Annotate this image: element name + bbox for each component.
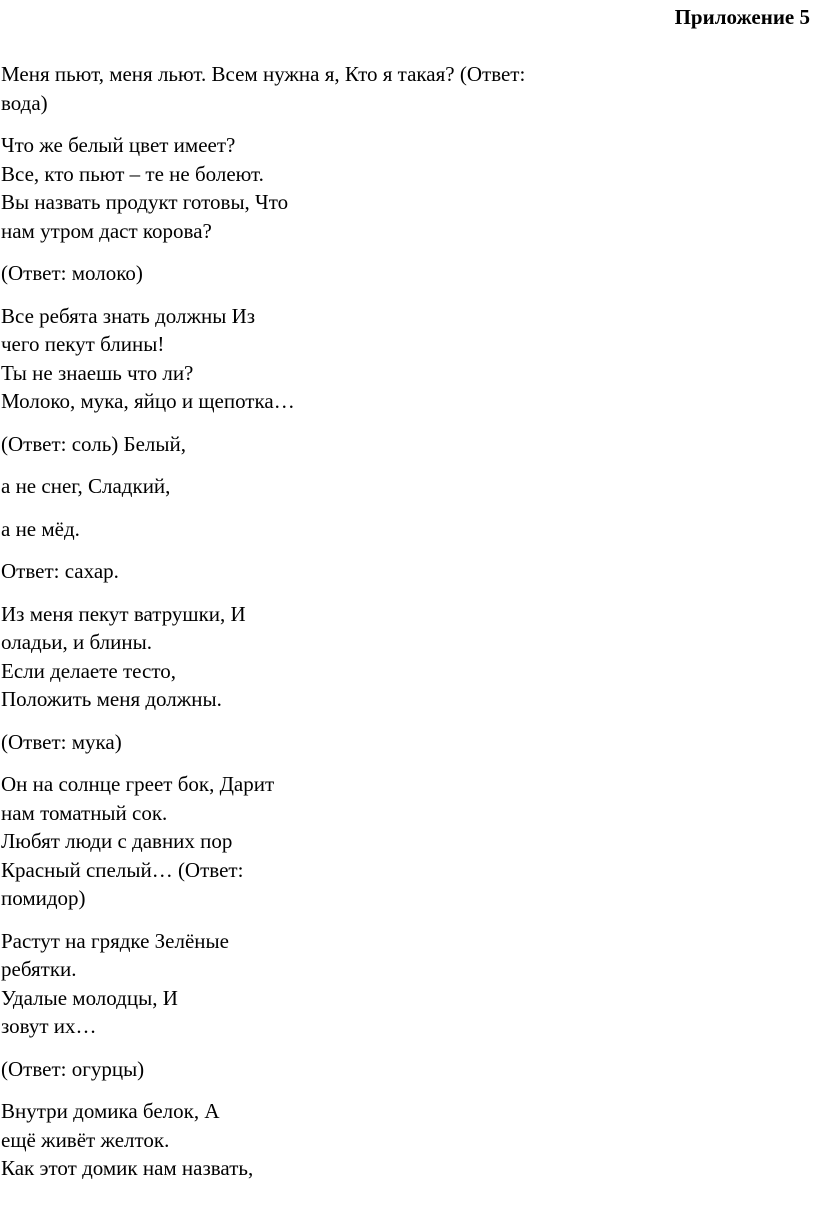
text-line: Ответ: сахар. <box>1 559 119 583</box>
riddle-paragraph <box>1 728 701 757</box>
text-line: Вы назвать продукт готовы, Что <box>1 190 289 214</box>
riddle-paragraph <box>1 1097 701 1183</box>
text-line: а не мёд. <box>1 516 80 541</box>
riddle-paragraph <box>1 302 701 416</box>
text-line: Все ребята знать должны Из <box>1 303 256 328</box>
text-line: Растут на грядке Зелёные <box>1 928 229 953</box>
text-line: (Ответ: мука) <box>1 729 122 754</box>
text-line: Что же белый цвет имеет? <box>1 133 236 157</box>
riddle-paragraph <box>1 430 701 459</box>
text-line: а не снег, Сладкий, <box>1 474 171 498</box>
text-line: оладьи, и блины. <box>1 630 152 654</box>
text-line: нам томатный сок. <box>1 800 168 825</box>
riddle-paragraph <box>1 472 701 501</box>
riddle-paragraph <box>1 927 701 1041</box>
text-line: нам утром даст корова? <box>1 218 212 243</box>
text-line: Как этот домик нам назвать, <box>1 1156 254 1180</box>
text-line: помидор) <box>1 886 86 910</box>
text-line: ребятки. <box>1 957 77 981</box>
text-line: Меня пьют, меня льют. Всем нужна я, Кто я такая? (Ответ: <box>1 62 526 86</box>
riddles-body <box>1 60 701 1197</box>
text-line: Молоко, мука, яйцо и щепотка… <box>1 389 295 413</box>
text-line: Все, кто пьют – те не болеют. <box>1 161 264 186</box>
text-line: Если делаете тесто, <box>1 658 176 683</box>
text-line: Он на солнце греет бок, Дарит <box>1 772 275 796</box>
riddle-paragraph <box>1 600 701 714</box>
text-line: Удалые молодцы, И <box>1 985 178 1010</box>
text-line: вода) <box>1 90 48 115</box>
riddle-paragraph <box>1 515 701 544</box>
riddle-paragraph <box>1 557 701 586</box>
text-line: ещё живёт желток. <box>1 1127 170 1152</box>
text-line: Красный спелый… (Ответ: <box>1 857 244 882</box>
text-line: зовут их… <box>1 1014 97 1038</box>
text-line: Ты не знаешь что ли? <box>1 360 194 385</box>
text-line: (Ответ: огурцы) <box>1 1056 145 1081</box>
text-line: (Ответ: соль) Белый, <box>1 431 187 456</box>
riddle-paragraph <box>1 131 701 245</box>
riddle-paragraph <box>1 60 701 117</box>
text-line: Из меня пекут ватрушки, И <box>1 601 246 626</box>
riddle-paragraph <box>1 1055 701 1084</box>
text-line: Любят люди с давних пор <box>1 829 233 853</box>
riddle-paragraph <box>1 770 701 913</box>
text-line: (Ответ: молоко) <box>1 261 143 285</box>
riddle-paragraph <box>1 259 701 288</box>
appendix-heading: Приложение 5 <box>674 5 810 29</box>
text-line: Внутри домика белок, А <box>1 1099 220 1123</box>
text-line: Положить меня должны. <box>1 687 222 711</box>
text-line: чего пекут блины! <box>1 332 165 356</box>
